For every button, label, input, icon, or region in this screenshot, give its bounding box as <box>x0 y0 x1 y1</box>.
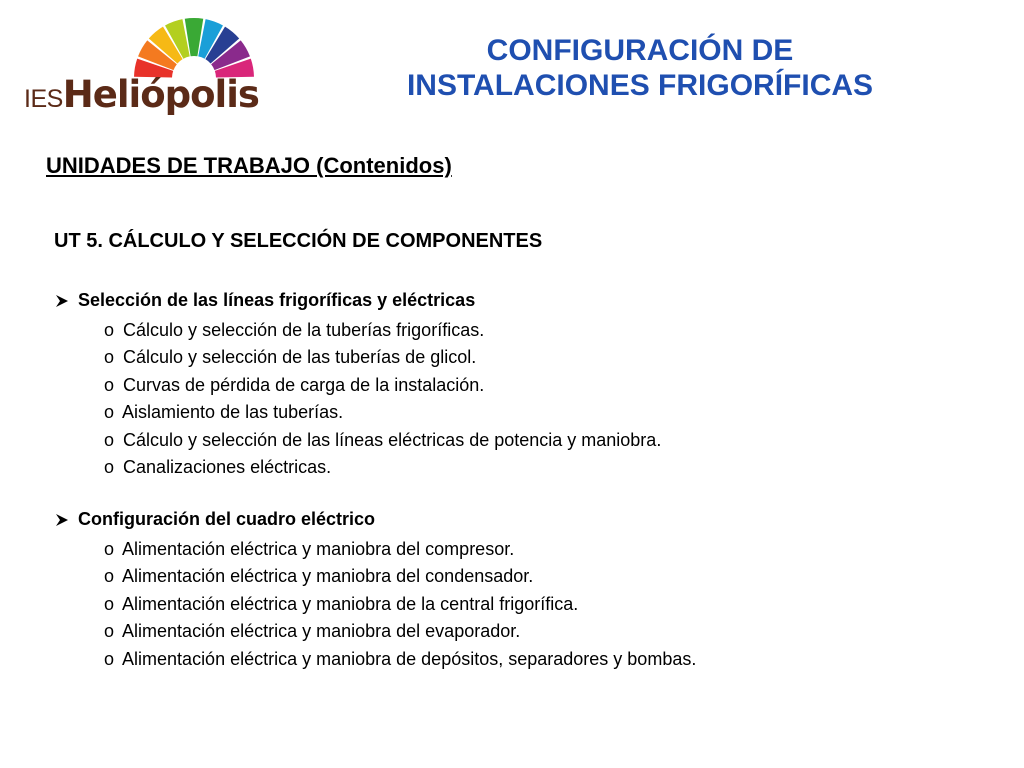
topic-heading-lineas <box>54 290 475 311</box>
circle-bullet: o <box>104 621 115 642</box>
rainbow-arc-icon <box>124 14 264 78</box>
list-item: o Curvas de pérdida de carga de la instalación. <box>104 374 485 395</box>
circle-bullet: o <box>104 456 115 477</box>
logo-prefix: IES <box>24 85 63 113</box>
title-line-1: CONFIGURACIÓN DE <box>486 34 794 67</box>
circle-bullet: o <box>104 539 115 559</box>
list-item: o Alimentación eléctrica y maniobra de la central frigorífica. <box>104 593 579 614</box>
page-title <box>300 33 980 104</box>
unit-title: UT 5. CÁLCULO Y SELECCIÓN DE COMPONENTES <box>54 230 543 252</box>
list-item: o Alimentación eléctrica y maniobra del evaporador. <box>104 621 521 642</box>
circle-bullet: o <box>104 429 115 450</box>
list-item: o Canalizaciones eléctricas. <box>104 456 332 477</box>
logo-wordmark <box>24 73 259 116</box>
section-heading: UNIDADES DE TRABAJO (Contenidos) <box>46 153 452 178</box>
title-line-2: INSTALACIONES FRIGORÍFICAS <box>406 69 874 103</box>
list-item: o Aislamiento de las tuberías. <box>104 402 344 423</box>
list-item: o Cálculo y selección de la tuberías frigoríficas. <box>104 320 485 340</box>
arrowhead-bullet-icon <box>54 512 70 528</box>
list-item: o Alimentación eléctrica y maniobra de depósitos, separadores y bombas. <box>104 648 697 669</box>
topic-label: Selección de las líneas frigoríficas y eléctricas <box>78 290 476 310</box>
topic-1-items <box>104 317 661 481</box>
circle-bullet: o <box>104 374 115 395</box>
circle-bullet: o <box>104 402 115 423</box>
logo-name: Heliópolis <box>62 73 259 116</box>
circle-bullet: o <box>104 347 115 368</box>
school-logo <box>24 14 264 118</box>
list-item: o Alimentación eléctrica y maniobra del compresor. <box>104 539 515 559</box>
list-item: o Cálculo y selección de las líneas eléctricas de potencia y maniobra. <box>104 429 662 450</box>
topic-label: Configuración del cuadro eléctrico <box>78 509 376 529</box>
circle-bullet: o <box>104 648 115 669</box>
list-item: o Alimentación eléctrica y maniobra del condensador. <box>104 566 534 587</box>
circle-bullet: o <box>104 593 115 614</box>
circle-bullet: o <box>104 320 115 340</box>
topic-heading-cuadro <box>54 509 375 530</box>
topic-2-items <box>104 536 696 673</box>
list-item: o Cálculo y selección de las tuberías de glicol. <box>104 347 477 368</box>
arrowhead-bullet-icon <box>54 293 70 309</box>
circle-bullet: o <box>104 566 115 587</box>
